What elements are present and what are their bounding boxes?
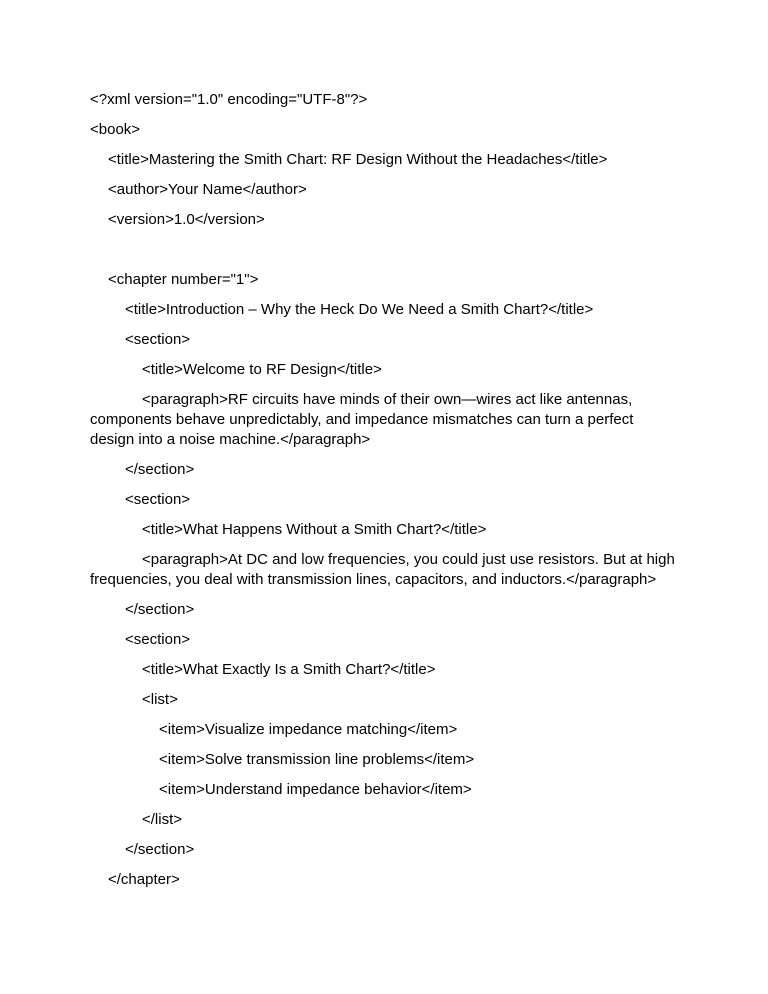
list-item: <item>Solve transmission line problems</item> [159, 751, 475, 768]
author-line: <author>Your Name</author> [108, 181, 307, 198]
chapter-close-tag: </chapter> [108, 871, 180, 888]
version-line: <version>1.0</version> [108, 211, 265, 228]
chapter-open-tag: <chapter number="1"> [108, 271, 259, 288]
section-close-tag: </section> [125, 841, 195, 858]
section-paragraph: <paragraph>At DC and low frequencies, you could just use resistors. But at high frequencies, you deal with transmission lines, capacitors, and inductors.</paragraph> [90, 551, 675, 588]
section-open-tag: <section> [125, 331, 191, 348]
section-open-tag: <section> [125, 631, 191, 648]
chapter-title-line: <title>Introduction – Why the Heck Do We Need a Smith Chart?</title> [125, 301, 594, 318]
section-paragraph: <paragraph>RF circuits have minds of their own—wires act like antennas, components behave unpredictably, and impedance mismatches can turn a perfect design into a noise machine.</paragraph> [90, 391, 634, 448]
xml-declaration: <?xml version="1.0" encoding="UTF-8"?> [90, 91, 368, 108]
section-title-line: <title>What Happens Without a Smith Chart?</title> [142, 521, 487, 538]
book-open-tag: <book> [90, 121, 141, 138]
section-open-tag: <section> [125, 491, 191, 508]
section-close-tag: </section> [125, 461, 195, 478]
list-item: <item>Visualize impedance matching</item> [159, 721, 458, 738]
section-title-line: <title>What Exactly Is a Smith Chart?</title> [142, 661, 436, 678]
list-item: <item>Understand impedance behavior</item> [159, 781, 472, 798]
list-close-tag: </list> [142, 811, 183, 828]
section-close-tag: </section> [125, 601, 195, 618]
book-title-line: <title>Mastering the Smith Chart: RF Design Without the Headaches</title> [108, 151, 608, 168]
list-open-tag: <list> [142, 691, 178, 708]
section-title-line: <title>Welcome to RF Design</title> [142, 361, 382, 378]
